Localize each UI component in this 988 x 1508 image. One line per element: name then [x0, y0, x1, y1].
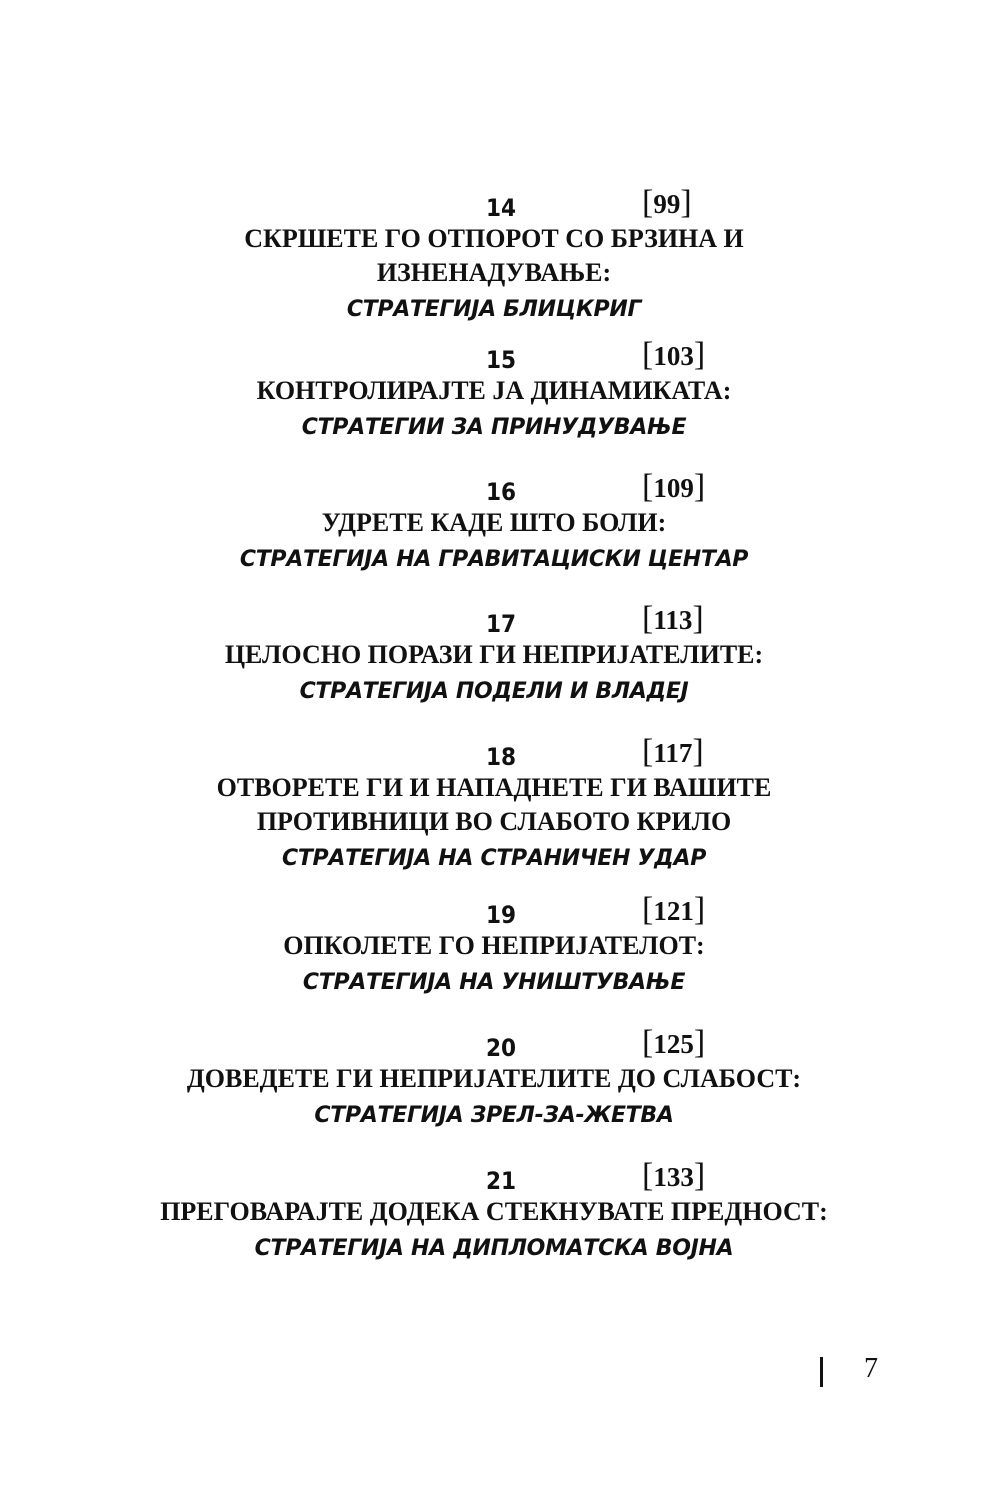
- chapter-subtitle: СТРАТЕГИЈА НА ДИПЛОМАТСКА ВОЈНА: [254, 1236, 734, 1261]
- chapter-title-line: ПРОТИВНИЦИ ВО СЛАБОТО КРИЛО: [256, 807, 732, 836]
- chapter-title: [0, 771, 988, 839]
- toc-entry-18[interactable]: [0, 731, 988, 876]
- page-number: 113: [653, 605, 693, 635]
- toc-entry-21[interactable]: [0, 1155, 988, 1266]
- toc-entry-14[interactable]: [0, 182, 988, 327]
- chapter-number: 21: [486, 1167, 517, 1195]
- chapter-number: 14: [486, 194, 517, 222]
- page-reference: [103]: [642, 336, 706, 373]
- toc-entry-17[interactable]: [0, 598, 988, 709]
- chapter-number: 17: [486, 610, 517, 638]
- entry-number-row: [0, 1022, 988, 1060]
- page-reference: [121]: [642, 891, 706, 928]
- entry-number-row: [0, 598, 988, 636]
- entry-number-row: [0, 466, 988, 504]
- chapter-subtitle: СТРАТЕГИЈА НА СТРАНИЧЕН УДАР: [281, 846, 707, 871]
- toc-entry-19[interactable]: [0, 889, 988, 1000]
- chapter-number: 15: [486, 346, 517, 374]
- chapter-title-line: ОТВОРЕТЕ ГИ И НАПАДНЕТЕ ГИ ВАШИТЕ: [216, 773, 772, 802]
- chapter-subtitle: СТРАТЕГИЈА ПОДЕЛИ И ВЛАДЕЈ: [299, 679, 689, 704]
- entry-number-row: [0, 334, 988, 372]
- chapter-number: 20: [486, 1034, 517, 1062]
- page-number: 125: [653, 1029, 694, 1059]
- page-reference: [113]: [642, 600, 704, 637]
- page-number: 103: [653, 341, 694, 371]
- entry-number-row: [0, 731, 988, 769]
- chapter-title-line: ДОВЕДЕТЕ ГИ НЕПРИЈАТЕЛИТЕ ДО СЛАБОСТ:: [186, 1064, 802, 1093]
- folio-divider: [820, 1357, 823, 1387]
- entry-number-row: [0, 889, 988, 927]
- chapter-subtitle: СТРАТЕГИЈА НА УНИШТУВАЊЕ: [302, 970, 686, 995]
- chapter-title: [0, 222, 988, 290]
- chapter-title: [0, 929, 988, 963]
- chapter-title-line: СКРШЕТЕ ГО ОТПОРОТ СО БРЗИНА И: [244, 224, 744, 253]
- page-number: 109: [653, 473, 694, 503]
- chapter-subtitle: СТРАТЕГИЈА БЛИЦКРИГ: [346, 297, 642, 322]
- chapter-title-line: КОНТРОЛИРАЈТЕ ЈА ДИНАМИКАТА:: [256, 376, 732, 405]
- chapter-title-line: ОПКОЛЕТЕ ГО НЕПРИЈАТЕЛОТ:: [283, 931, 705, 960]
- entry-number-row: [0, 1155, 988, 1193]
- page-number: 117: [653, 738, 693, 768]
- page-reference: [117]: [642, 733, 704, 770]
- chapter-subtitle: СТРАТЕГИЈА ЗРЕЛ-ЗА-ЖЕТВА: [314, 1103, 674, 1128]
- chapter-title: [0, 638, 988, 672]
- chapter-title-line: ИЗНЕНАДУВАЊЕ:: [376, 258, 612, 287]
- chapter-title: [0, 374, 988, 408]
- page-number: 99: [653, 189, 681, 219]
- toc-entry-15[interactable]: [0, 334, 988, 445]
- entry-number-row: [0, 182, 988, 220]
- page-reference: [109]: [642, 468, 706, 505]
- page-reference: [99]: [642, 184, 692, 221]
- chapter-title-line: ЦЕЛОСНО ПОРАЗИ ГИ НЕПРИЈАТЕЛИТЕ:: [224, 640, 764, 669]
- chapter-title: [0, 1195, 988, 1229]
- page-number: 121: [653, 896, 694, 926]
- page-reference: [125]: [642, 1024, 706, 1061]
- toc-entry-20[interactable]: [0, 1022, 988, 1133]
- page-reference: [133]: [642, 1157, 706, 1194]
- chapter-title: [0, 506, 988, 540]
- chapter-title-line: ПРЕГОВАРАЈТЕ ДОДЕКА СТЕКНУВАТЕ ПРЕДНОСТ:: [160, 1197, 828, 1226]
- toc-entry-16[interactable]: [0, 466, 988, 577]
- chapter-title-line: УДРЕТЕ КАДЕ ШТО БОЛИ:: [321, 508, 667, 537]
- page-folio: 7: [864, 1353, 878, 1384]
- chapter-number: 16: [486, 478, 517, 506]
- chapter-title: [0, 1062, 988, 1096]
- chapter-number: 18: [486, 743, 517, 771]
- chapter-number: 19: [486, 901, 517, 929]
- chapter-subtitle: СТРАТЕГИИ ЗА ПРИНУДУВАЊЕ: [301, 415, 687, 440]
- chapter-subtitle: СТРАТЕГИЈА НА ГРАВИТАЦИСКИ ЦЕНТАР: [239, 547, 749, 572]
- page-number: 133: [653, 1162, 694, 1192]
